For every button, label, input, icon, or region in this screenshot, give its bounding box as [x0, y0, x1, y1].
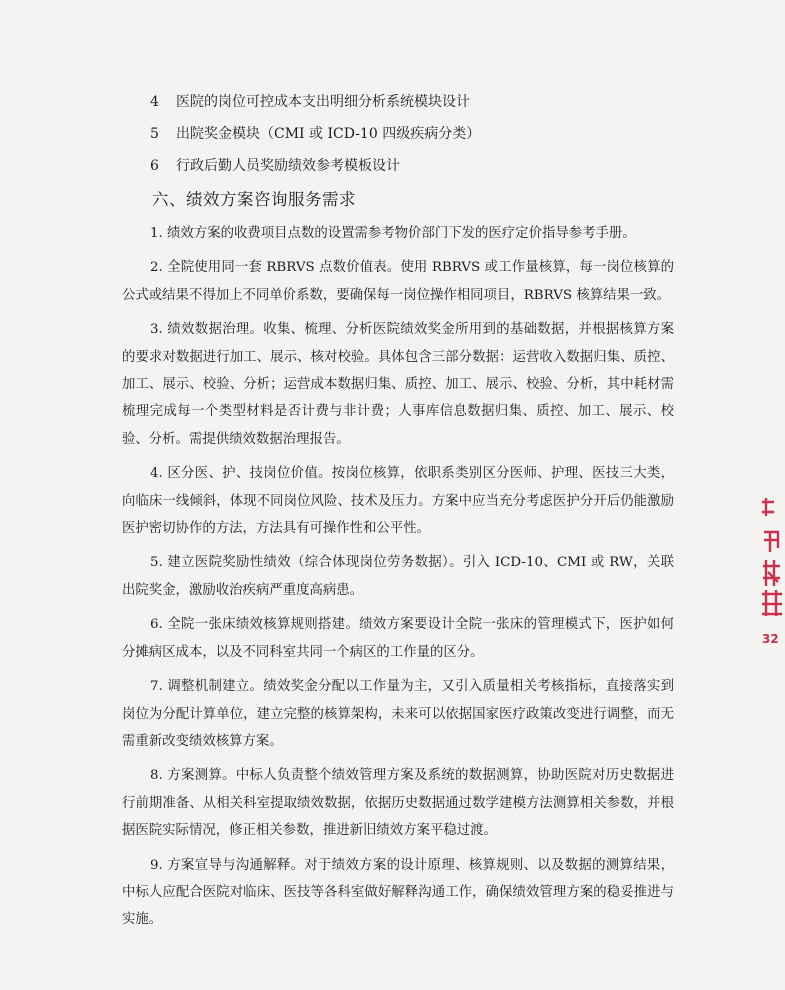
requirements-body: [122, 220, 674, 941]
list-item-text: 行政后勤人员奖励绩效参考模板设计: [176, 158, 400, 174]
seal-stamp-number: 32: [762, 632, 779, 646]
paragraph: [122, 762, 674, 844]
paragraph-body: 中标人负责整个绩效管理方案及系统的数据测算，协助医院对历史数据进行前期准备、从相关科室提取绩效数据，依据历史数据通过数学建模方法测算相关参数，并根据医院实际情况，修正相关参数，推进新旧绩效方案平稳过渡。: [122, 768, 674, 839]
paragraph-lead: 3. 绩效数据治理。: [150, 322, 264, 338]
paragraph: [122, 460, 674, 542]
paragraph-body: 引入 ICD-10、CMI 或 RW，关联出院奖金，激励收治疾病严重度高病患。: [122, 555, 674, 598]
paragraph: [122, 852, 674, 934]
paragraph-body: 绩效方案要设计全院一张床的管理模式下，医护如何分摊病区成本，以及不同科室共同一个病区的工作量的区分。: [122, 617, 674, 660]
section-heading: 六、绩效方案咨询服务需求: [152, 190, 356, 209]
seal-stamp: [760, 490, 785, 660]
paragraph-lead: 8. 方案测算。: [150, 768, 236, 784]
seal-stamp-icon: [760, 490, 785, 630]
paragraph-body: 对于绩效方案的设计原理、核算规则、以及数据的测算结果，中标人应配合医院对临床、医技等各科室做好解释沟通工作，确保绩效管理方案的稳妥推进与实施。: [122, 857, 674, 928]
paragraph-body: 使用 RBRVS 或工作量核算，每一岗位核算的公式或结果不得加上不同单价系数，要确保每一岗位操作相同项目，RBRVS 核算结果一致。: [122, 260, 674, 303]
list-item-number: 5: [150, 126, 159, 142]
paragraph: [122, 254, 674, 309]
paragraph-body: 收集、梳理、分析医院绩效奖金所用到的基础数据，并根据核算方案的要求对数据进行加工、展示、核对校验。具体包含三部分数据：运营收入数据归集、质控、加工、展示、校验、分析；运营成本数据归集、质控、加工、展示、校验、分析，其中耗材需梳理完成每一个类型材料是否计费与非计费；人事库信息数据归集、质控、加工、展示、校验、分析。需提供绩效数据治理报告。: [122, 322, 674, 447]
module-list: [150, 86, 670, 182]
paragraph-lead: 7. 调整机制建立。: [150, 679, 264, 695]
paragraph: [122, 316, 674, 453]
paragraph-lead: 6. 全院一张床绩效核算规则搭建。: [150, 617, 360, 633]
paragraph-body: 按岗位核算，依职系类别区分医师、护理、医技三大类，向临床一线倾斜，体现不同岗位风险、技术及压力。方案中应当充分考虑医护分开后仍能激励医护密切协作的方法，方法具有可操作性和公平性。: [122, 466, 674, 537]
list-item-number: 4: [150, 94, 159, 110]
paragraph-lead: 4. 区分医、护、技岗位价值。: [150, 466, 332, 482]
paragraph-lead: 5. 建立医院奖励性绩效（综合体现岗位劳务数据）。: [150, 555, 463, 571]
paragraph: [122, 220, 674, 247]
paragraph-lead: 1. 绩效方案的收费项目点数的设置需参考物价部门下发的医疗定价指导参考手册。: [150, 226, 636, 241]
paragraph: [122, 673, 674, 755]
paragraph-lead: 2. 全院使用同一套 RBRVS 点数价值表。: [150, 260, 401, 276]
list-item-text: 医院的岗位可控成本支出明细分析系统模块设计: [176, 94, 470, 110]
list-item: [150, 86, 670, 118]
list-item: [150, 150, 670, 182]
list-item-number: 6: [150, 158, 159, 174]
paragraph-body: 绩效奖金分配以工作量为主，又引入质量相关考核指标，直接落实到岗位为分配计算单位，建立完整的核算架构，未来可以依据国家医疗政策改变进行调整，而无需重新改变绩效核算方案。: [122, 679, 674, 749]
paragraph: [122, 549, 674, 604]
list-item: [150, 118, 670, 150]
list-item-text: 出院奖金模块（CMI 或 ICD-10 四级疾病分类）: [176, 126, 481, 142]
paragraph-lead: 9. 方案宣导与沟通解释。: [150, 857, 305, 873]
paragraph: [122, 611, 674, 666]
